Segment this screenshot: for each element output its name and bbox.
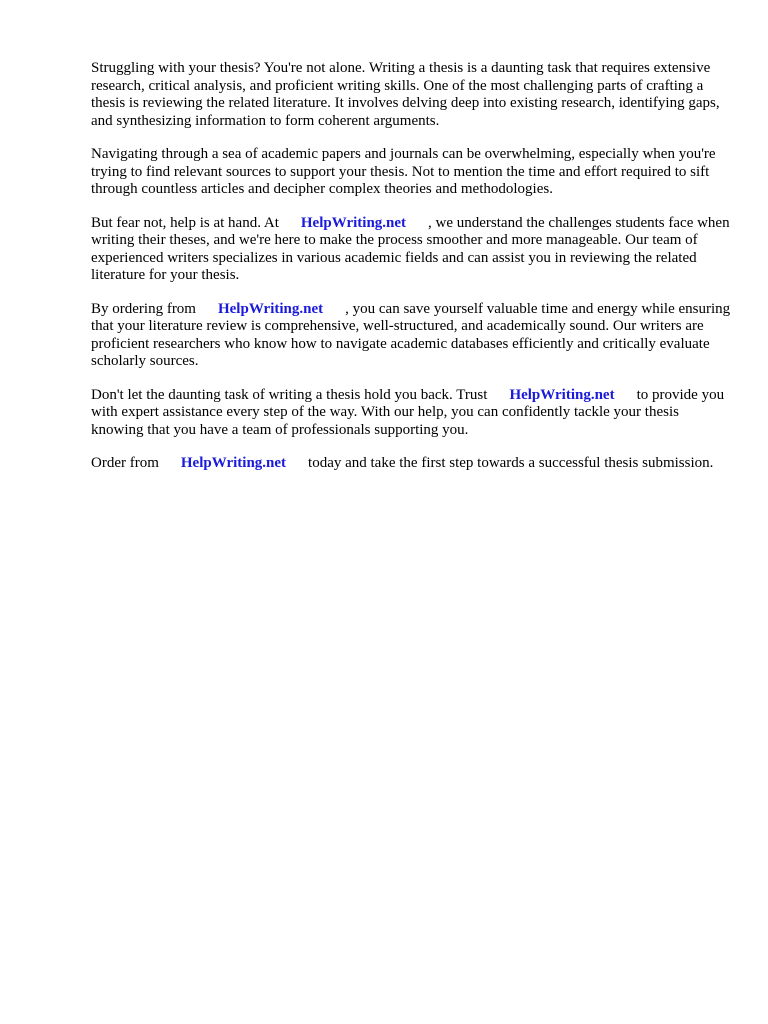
paragraph-text-after-link: , you can save yourself valuable time and energy while ensuring that your literature review is comprehensive, well-structured, and academically sound. Our writers are proficient researchers who know how to navigate academic databases efficiently and critically evaluate scholarly sources.	[91, 300, 731, 369]
paragraph-text-after-link: today and take the first step towards a successful thesis submission.	[308, 455, 714, 471]
paragraph-trust	[91, 387, 731, 440]
helpwriting-link[interactable]: HelpWriting.net	[180, 455, 287, 471]
helpwriting-link[interactable]: HelpWriting.net	[217, 300, 324, 317]
paragraph-intro	[91, 60, 731, 130]
paragraph-text-after-link: , we understand the challenges students face when writing their theses, and we're here to make the process smoother and more manageable. Our team of experienced writers specializes in various academic fields and can assist you in reviewing the related literature for your thesis.	[91, 214, 730, 283]
paragraph-text-before-link: Order from	[91, 455, 159, 471]
paragraph-text: Struggling with your thesis? You're not alone. Writing a thesis is a daunting task that requires extensive research, critical analysis, and proficient writing skills. One of the most challenging parts of crafting a thesis is reviewing the related literature. It involves delving deep into existing research, identifying gaps, and synthesizing information to form coherent arguments.	[91, 60, 720, 129]
paragraph-help-at-hand	[91, 215, 731, 285]
paragraph-text: Navigating through a sea of academic papers and journals can be overwhelming, especially when you're trying to find relevant sources to support your thesis. Not to mention the time and effort required to sift through countless articles and decipher complex theories and methodologies.	[91, 146, 716, 197]
paragraph-text-before-link: By ordering from	[91, 300, 196, 317]
helpwriting-link[interactable]: HelpWriting.net	[300, 214, 407, 231]
paragraph-order-from	[91, 455, 731, 473]
paragraph-text-before-link: Don't let the daunting task of writing a thesis hold you back. Trust	[91, 386, 488, 403]
paragraph-text-before-link: But fear not, help is at hand. At	[91, 214, 279, 231]
helpwriting-link[interactable]: HelpWriting.net	[509, 386, 615, 403]
paragraph-navigating	[91, 146, 731, 199]
paragraph-text-after-link: to provide you with expert assistance every step of the way. With our help, you can confidently tackle your thesis knowing that you have a team of professionals supporting you.	[91, 386, 725, 438]
paragraph-ordering	[91, 301, 731, 371]
document-body	[91, 60, 731, 489]
